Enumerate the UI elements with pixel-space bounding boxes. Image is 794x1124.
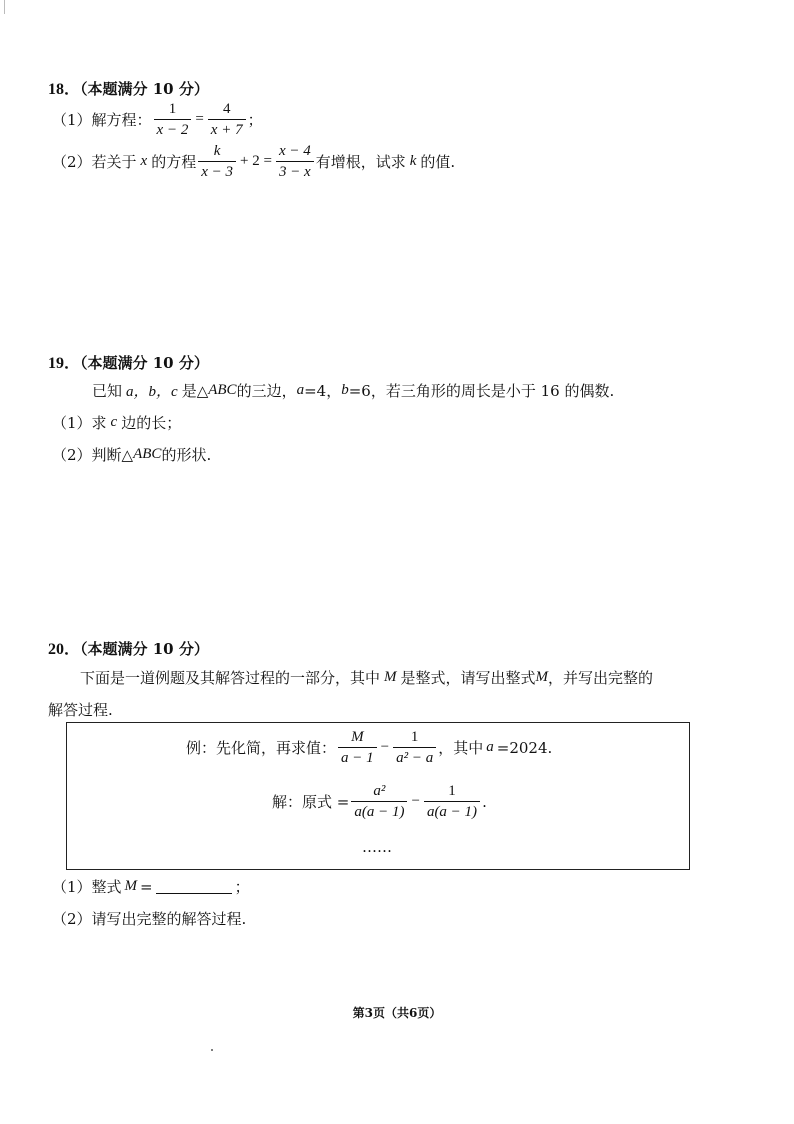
q19-heading: [48, 350, 209, 373]
q18-heading: [48, 76, 209, 99]
q18-score: （本题满分 10 分）: [80, 80, 209, 98]
q20-part1: （1）整式 M = ；: [52, 877, 250, 896]
page-footer: 第3页（共6页）: [352, 1006, 442, 1020]
q18-part2-fraction-left: $\frac{k}{x - 3}$: [198, 142, 236, 181]
q19-score: （本题满分 10 分）: [80, 354, 209, 372]
q19-part2: （2）判断△ ABC 的形状.: [52, 446, 212, 464]
q20-intro-line1: 下面是一道例题及其解答过程的一部分，其中 M 是整式，请写出整式 M ，并写出完整的: [80, 669, 654, 687]
q20-example-line: 例：先化简，再求值： $\frac{M}{a - 1}$ − $\frac{1}{\text{a² − a}}$ ，其中 a =2024.: [186, 729, 553, 766]
q18-part1-fraction-left: $\frac{1}{x - 2}$: [154, 100, 192, 139]
q18-part1-fraction-right: $\frac{4}{x + 7}$: [208, 100, 246, 139]
q18-number: 18．: [48, 81, 81, 98]
q19-number: 19．: [48, 355, 81, 372]
q20-answer-blank[interactable]: [156, 879, 232, 894]
q20-example-fraction-1: $\frac{M}{a - 1}$: [338, 728, 377, 767]
q18-part2: （2）若关于 x 的方程 $\frac{k}{x - 3}$ + 2 = $\frac{x - 4}{3 - x}$ 有增根，试求 k 的值.: [52, 143, 456, 180]
q20-solution-fraction-2: $\frac{1}{a(a - 1)}$: [424, 782, 480, 821]
q20-score: （本题满分 10 分）: [80, 640, 209, 658]
q20-heading: [48, 636, 209, 659]
q20-intro-line2: 解答过程.: [48, 701, 113, 719]
scan-edge-mark: [4, 0, 5, 14]
q18-part1: （1）解方程： $\frac{1}{x - 2}$ = $\frac{4}{x + 7}$ ；: [52, 101, 263, 138]
q18-part1-label: （1）解方程：: [52, 111, 152, 129]
q20-example-fraction-2: $\frac{1}{\text{a² − a}}$: [393, 728, 436, 767]
q20-part2: （2）请写出完整的解答过程.: [52, 910, 247, 928]
q18-part1-equals: =: [195, 111, 204, 127]
q19-intro: 已知 a，b，c 是△ ABC 的三边， a =4， b =6，若三角形的周长是小于 16 的偶数.: [92, 382, 615, 400]
scan-dot-mark: [211, 1049, 213, 1051]
q20-ellipsis: ……: [362, 838, 392, 856]
q18-part2-fraction-right: $\frac{x - 4}{3 - x}$: [276, 142, 314, 181]
q19-part1: （1）求 c 边的长；: [52, 414, 182, 432]
q20-number: 20．: [48, 641, 81, 658]
q20-solution-fraction-1: $\frac{\text{a²}}{a(a - 1)}$: [351, 782, 407, 821]
q20-solution-line: 解：原式 = $\frac{\text{a²}}{a(a - 1)}$ − $\frac{1}{a(a - 1)}$ .: [272, 783, 487, 820]
